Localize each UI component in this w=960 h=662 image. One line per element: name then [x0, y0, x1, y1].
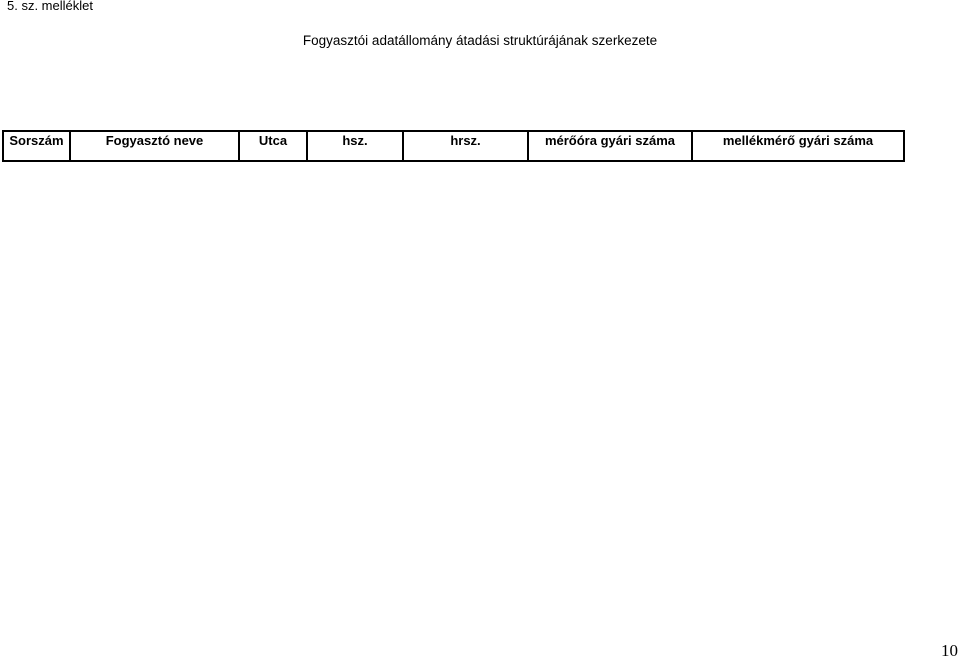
- structure-table: [2, 130, 905, 162]
- document-title: Fogyasztói adatállomány átadási struktúrájának szerkezete: [302, 33, 658, 48]
- annex-label: 5. sz. melléklet: [7, 0, 93, 13]
- page-number: 10: [941, 641, 958, 660]
- column-header-mellekmero-gyari-szama: mellékmérő gyári száma: [692, 131, 904, 161]
- column-header-hsz: hsz.: [307, 131, 403, 161]
- column-header-hrsz: hrsz.: [403, 131, 528, 161]
- column-header-meroora-gyari-szama: mérőóra gyári száma: [528, 131, 692, 161]
- column-header-fogyaszto-neve: Fogyasztó neve: [70, 131, 239, 161]
- column-header-sorszam: Sorszám: [3, 131, 70, 161]
- table-header-row: [3, 131, 904, 161]
- column-header-utca: Utca: [239, 131, 307, 161]
